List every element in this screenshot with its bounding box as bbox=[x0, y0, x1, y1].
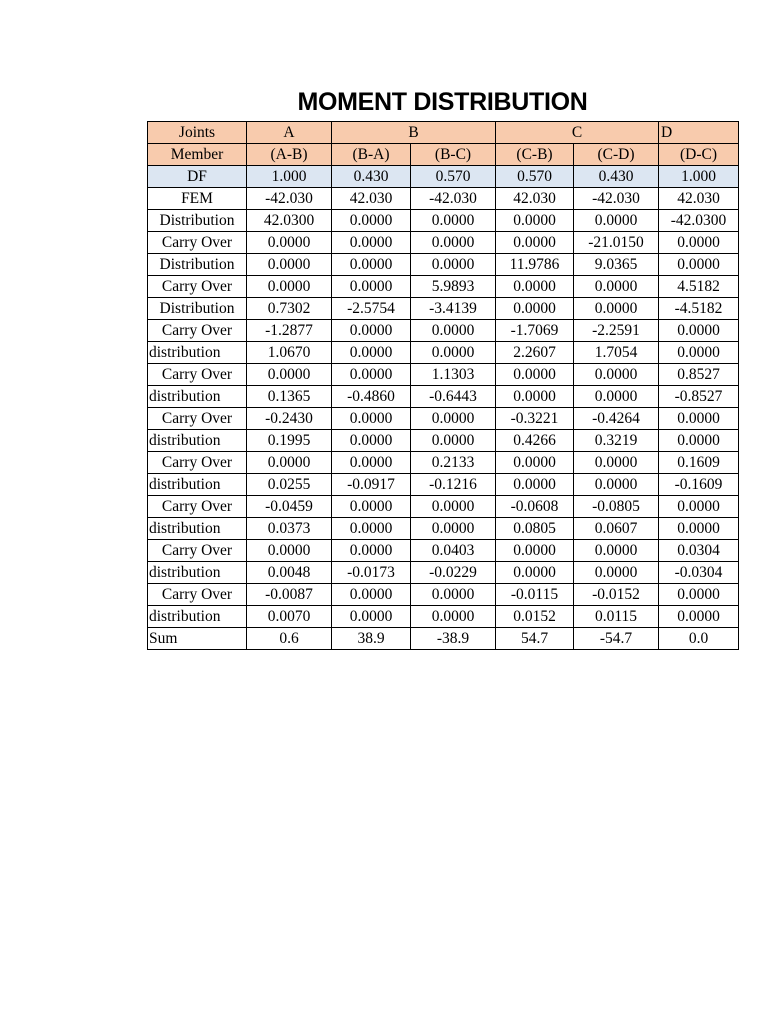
value-cell: 0.0000 bbox=[496, 562, 574, 584]
value-cell: 0.0000 bbox=[247, 540, 332, 562]
table-row bbox=[148, 496, 739, 518]
table-row bbox=[148, 430, 739, 452]
value-cell: 0.0000 bbox=[659, 232, 739, 254]
table-row bbox=[148, 474, 739, 496]
value-cell: 2.2607 bbox=[496, 342, 574, 364]
value-cell: 0.0000 bbox=[332, 320, 411, 342]
value-cell: 0.0000 bbox=[659, 320, 739, 342]
row-label: distribution bbox=[148, 386, 247, 408]
value-cell: 0.0070 bbox=[247, 606, 332, 628]
value-cell: -42.030 bbox=[574, 188, 659, 210]
value-cell: 0.0000 bbox=[411, 496, 496, 518]
row-label: Carry Over bbox=[148, 584, 247, 606]
joints-header-row bbox=[148, 122, 739, 144]
value-cell: 0.0373 bbox=[247, 518, 332, 540]
value-cell: 0.7302 bbox=[247, 298, 332, 320]
table-row bbox=[148, 628, 739, 650]
row-label: Carry Over bbox=[148, 276, 247, 298]
value-cell: 0.0000 bbox=[659, 430, 739, 452]
value-cell: 0.0000 bbox=[574, 210, 659, 232]
value-cell: 0.0000 bbox=[496, 210, 574, 232]
value-cell: 0.0000 bbox=[247, 452, 332, 474]
value-cell: 0.0000 bbox=[659, 606, 739, 628]
value-cell: 0.0000 bbox=[332, 364, 411, 386]
value-cell: 0.0000 bbox=[332, 408, 411, 430]
joint-d: D bbox=[659, 122, 739, 144]
row-label: Carry Over bbox=[148, 364, 247, 386]
value-cell: 4.5182 bbox=[659, 276, 739, 298]
value-cell: -0.0805 bbox=[574, 496, 659, 518]
table-row bbox=[148, 298, 739, 320]
value-cell: 0.0000 bbox=[574, 562, 659, 584]
row-label: Distribution bbox=[148, 254, 247, 276]
page-title: MOMENT DISTRIBUTION bbox=[297, 88, 588, 116]
value-cell: -0.1216 bbox=[411, 474, 496, 496]
df-cell: 0.570 bbox=[411, 166, 496, 188]
value-cell: 54.7 bbox=[496, 628, 574, 650]
value-cell: 0.0000 bbox=[659, 342, 739, 364]
value-cell: 0.0000 bbox=[574, 364, 659, 386]
value-cell: 0.0000 bbox=[574, 298, 659, 320]
value-cell: 0.0000 bbox=[496, 540, 574, 562]
value-cell: -0.6443 bbox=[411, 386, 496, 408]
value-cell: 0.0000 bbox=[332, 276, 411, 298]
value-cell: 0.0000 bbox=[332, 584, 411, 606]
row-label: Sum bbox=[148, 628, 247, 650]
member-ba: (B-A) bbox=[332, 144, 411, 166]
value-cell: 0.0000 bbox=[332, 606, 411, 628]
row-label: FEM bbox=[148, 188, 247, 210]
table-row bbox=[148, 452, 739, 474]
value-cell: 0.0000 bbox=[332, 540, 411, 562]
df-cell: 0.430 bbox=[574, 166, 659, 188]
value-cell: 1.0670 bbox=[247, 342, 332, 364]
value-cell: -1.2877 bbox=[247, 320, 332, 342]
row-label: Carry Over bbox=[148, 496, 247, 518]
value-cell: 0.0255 bbox=[247, 474, 332, 496]
value-cell: 0.0000 bbox=[411, 430, 496, 452]
value-cell: 9.0365 bbox=[574, 254, 659, 276]
value-cell: 0.0000 bbox=[411, 232, 496, 254]
value-cell: 42.030 bbox=[332, 188, 411, 210]
table-row bbox=[148, 562, 739, 584]
joint-a: A bbox=[247, 122, 332, 144]
value-cell: 0.0115 bbox=[574, 606, 659, 628]
value-cell: -0.8527 bbox=[659, 386, 739, 408]
df-label: DF bbox=[148, 166, 247, 188]
value-cell: 0.0000 bbox=[659, 408, 739, 430]
value-cell: 0.0304 bbox=[659, 540, 739, 562]
value-cell: 0.1365 bbox=[247, 386, 332, 408]
value-cell: -54.7 bbox=[574, 628, 659, 650]
df-row bbox=[148, 166, 739, 188]
value-cell: 0.0000 bbox=[332, 452, 411, 474]
value-cell: 0.0000 bbox=[496, 386, 574, 408]
value-cell: 0.6 bbox=[247, 628, 332, 650]
value-cell: 0.0000 bbox=[332, 518, 411, 540]
table-row bbox=[148, 276, 739, 298]
value-cell: 0.0000 bbox=[332, 232, 411, 254]
value-cell: -0.0115 bbox=[496, 584, 574, 606]
table-row bbox=[148, 408, 739, 430]
value-cell: 0.0805 bbox=[496, 518, 574, 540]
value-cell: -21.0150 bbox=[574, 232, 659, 254]
row-label: distribution bbox=[148, 342, 247, 364]
member-cb: (C-B) bbox=[496, 144, 574, 166]
value-cell: -1.7069 bbox=[496, 320, 574, 342]
value-cell: 0.0000 bbox=[496, 364, 574, 386]
value-cell: -0.0459 bbox=[247, 496, 332, 518]
joint-c: C bbox=[496, 122, 659, 144]
value-cell: 0.0000 bbox=[332, 430, 411, 452]
value-cell: 0.0000 bbox=[247, 276, 332, 298]
table-row bbox=[148, 518, 739, 540]
value-cell: -0.3221 bbox=[496, 408, 574, 430]
value-cell: -0.0173 bbox=[332, 562, 411, 584]
value-cell: 0.0000 bbox=[659, 518, 739, 540]
value-cell: 0.0000 bbox=[496, 298, 574, 320]
value-cell: 0.1609 bbox=[659, 452, 739, 474]
value-cell: 0.0000 bbox=[332, 210, 411, 232]
value-cell: 0.0 bbox=[659, 628, 739, 650]
row-label: distribution bbox=[148, 606, 247, 628]
value-cell: -0.2430 bbox=[247, 408, 332, 430]
value-cell: 0.0048 bbox=[247, 562, 332, 584]
row-label: Carry Over bbox=[148, 540, 247, 562]
row-label: Carry Over bbox=[148, 320, 247, 342]
value-cell: -0.0152 bbox=[574, 584, 659, 606]
df-cell: 1.000 bbox=[247, 166, 332, 188]
value-cell: 0.0000 bbox=[574, 474, 659, 496]
value-cell: 0.0000 bbox=[659, 496, 739, 518]
value-cell: -42.030 bbox=[411, 188, 496, 210]
value-cell: 0.0000 bbox=[574, 276, 659, 298]
value-cell: -0.0229 bbox=[411, 562, 496, 584]
value-cell: 0.0000 bbox=[659, 584, 739, 606]
table-row bbox=[148, 188, 739, 210]
value-cell: -0.1609 bbox=[659, 474, 739, 496]
table-row bbox=[148, 210, 739, 232]
member-label: Member bbox=[148, 144, 247, 166]
value-cell: 0.0000 bbox=[574, 386, 659, 408]
member-header-row bbox=[148, 144, 739, 166]
value-cell: 0.0607 bbox=[574, 518, 659, 540]
value-cell: 0.0000 bbox=[411, 584, 496, 606]
value-cell: -3.4139 bbox=[411, 298, 496, 320]
joint-b: B bbox=[332, 122, 496, 144]
value-cell: 0.1995 bbox=[247, 430, 332, 452]
row-label: distribution bbox=[148, 518, 247, 540]
table-row bbox=[148, 342, 739, 364]
value-cell: -0.4860 bbox=[332, 386, 411, 408]
value-cell: -0.0917 bbox=[332, 474, 411, 496]
value-cell: 1.7054 bbox=[574, 342, 659, 364]
value-cell: 0.0000 bbox=[332, 496, 411, 518]
value-cell: 42.030 bbox=[659, 188, 739, 210]
df-cell: 0.570 bbox=[496, 166, 574, 188]
value-cell: 0.0000 bbox=[574, 540, 659, 562]
value-cell: -42.030 bbox=[247, 188, 332, 210]
row-label: Carry Over bbox=[148, 232, 247, 254]
member-cd: (C-D) bbox=[574, 144, 659, 166]
value-cell: 38.9 bbox=[332, 628, 411, 650]
value-cell: 0.2133 bbox=[411, 452, 496, 474]
value-cell: 0.0000 bbox=[411, 320, 496, 342]
value-cell: 42.030 bbox=[496, 188, 574, 210]
value-cell: 0.0403 bbox=[411, 540, 496, 562]
row-label: distribution bbox=[148, 474, 247, 496]
row-label: distribution bbox=[148, 430, 247, 452]
table-row bbox=[148, 364, 739, 386]
row-label: Carry Over bbox=[148, 452, 247, 474]
row-label: Distribution bbox=[148, 298, 247, 320]
value-cell: 11.9786 bbox=[496, 254, 574, 276]
value-cell: 0.0000 bbox=[496, 452, 574, 474]
value-cell: 0.0000 bbox=[247, 232, 332, 254]
value-cell: 0.0000 bbox=[496, 232, 574, 254]
value-cell: -42.0300 bbox=[659, 210, 739, 232]
member-ab: (A-B) bbox=[247, 144, 332, 166]
value-cell: -2.5754 bbox=[332, 298, 411, 320]
value-cell: 0.0000 bbox=[411, 606, 496, 628]
value-cell: 0.0000 bbox=[411, 342, 496, 364]
value-cell: -4.5182 bbox=[659, 298, 739, 320]
value-cell: 0.0000 bbox=[411, 254, 496, 276]
value-cell: 0.0152 bbox=[496, 606, 574, 628]
df-cell: 0.430 bbox=[332, 166, 411, 188]
value-cell: 0.0000 bbox=[332, 254, 411, 276]
value-cell: 0.0000 bbox=[332, 342, 411, 364]
row-label: Distribution bbox=[148, 210, 247, 232]
value-cell: 0.0000 bbox=[411, 518, 496, 540]
table-row bbox=[148, 584, 739, 606]
value-cell: 0.8527 bbox=[659, 364, 739, 386]
value-cell: 0.0000 bbox=[247, 254, 332, 276]
joints-label: Joints bbox=[148, 122, 247, 144]
value-cell: -0.4264 bbox=[574, 408, 659, 430]
df-cell: 1.000 bbox=[659, 166, 739, 188]
table-row bbox=[148, 386, 739, 408]
table-row bbox=[148, 232, 739, 254]
table-row bbox=[148, 606, 739, 628]
value-cell: 0.0000 bbox=[496, 474, 574, 496]
value-cell: 1.1303 bbox=[411, 364, 496, 386]
table-row bbox=[148, 540, 739, 562]
row-label: Carry Over bbox=[148, 408, 247, 430]
value-cell: 5.9893 bbox=[411, 276, 496, 298]
value-cell: 0.0000 bbox=[659, 254, 739, 276]
value-cell: 0.0000 bbox=[496, 276, 574, 298]
value-cell: 0.0000 bbox=[411, 408, 496, 430]
moment-distribution-table bbox=[147, 121, 739, 650]
value-cell: 0.0000 bbox=[574, 452, 659, 474]
value-cell: -38.9 bbox=[411, 628, 496, 650]
value-cell: -0.0304 bbox=[659, 562, 739, 584]
table-row bbox=[148, 320, 739, 342]
value-cell: 0.3219 bbox=[574, 430, 659, 452]
value-cell: 42.0300 bbox=[247, 210, 332, 232]
value-cell: 0.0000 bbox=[247, 364, 332, 386]
value-cell: 0.4266 bbox=[496, 430, 574, 452]
value-cell: -2.2591 bbox=[574, 320, 659, 342]
value-cell: 0.0000 bbox=[411, 210, 496, 232]
row-label: distribution bbox=[148, 562, 247, 584]
value-cell: -0.0087 bbox=[247, 584, 332, 606]
member-bc: (B-C) bbox=[411, 144, 496, 166]
value-cell: -0.0608 bbox=[496, 496, 574, 518]
member-dc: (D-C) bbox=[659, 144, 739, 166]
table-row bbox=[148, 254, 739, 276]
